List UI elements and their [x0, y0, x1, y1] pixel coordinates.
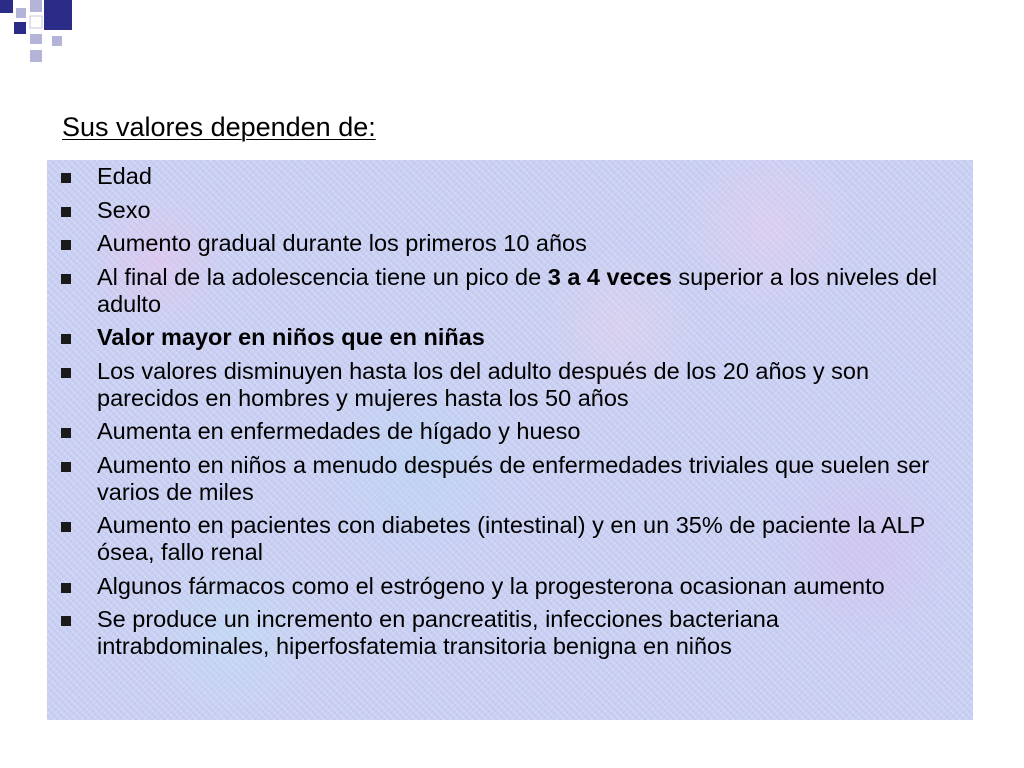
- square-bullet-icon: [61, 616, 71, 626]
- bullet-item: [47, 358, 955, 412]
- bullet-text: Al final de la adolescencia tiene un pico de: [97, 263, 548, 290]
- bullet-item: [47, 264, 955, 318]
- bullet-text: superior a los niveles del adulto: [97, 263, 938, 317]
- square-bullet-icon: [61, 368, 71, 378]
- bullet-text: Aumento gradual durante los primeros 10 años: [97, 230, 587, 256]
- square-bullet-icon: [61, 207, 71, 217]
- bullet-text: Aumento en pacientes con diabetes (intestinal) y en un 35% de paciente la ALP ósea, fallo renal: [97, 512, 925, 565]
- corner-squares-decoration: [0, 0, 80, 64]
- bullet-text: Los valores disminuyen hasta los del adulto después de los 20 años y son parecidos en hombres y mujeres hasta los 50 años: [97, 357, 870, 411]
- bullet-item: [47, 512, 955, 566]
- square-bullet-icon: [61, 334, 71, 344]
- bullet-item: [47, 418, 955, 445]
- bullet-item: [47, 324, 955, 351]
- content-box: [47, 160, 973, 720]
- bullet-bold-text: Valor mayor en niños que en niñas: [97, 324, 485, 350]
- bullet-text: Algunos fármacos como el estrógeno y la progesterona ocasionan aumento: [97, 572, 885, 599]
- bullet-list: [47, 160, 973, 660]
- square-bullet-icon: [61, 240, 71, 250]
- bullet-item: [47, 230, 955, 257]
- bullet-text: Se produce un incremento en pancreatitis, infecciones bacteriana intrabdominales, hiperfosfatemia transitoria benigna en niños: [97, 606, 779, 659]
- bullet-text: Edad: [97, 163, 152, 189]
- bullet-item: [47, 606, 955, 660]
- square-bullet-icon: [61, 274, 71, 284]
- square-bullet-icon: [61, 583, 71, 593]
- square-bullet-icon: [61, 462, 71, 472]
- bullet-item: [47, 573, 955, 600]
- bullet-item: [47, 163, 955, 190]
- slide-title: Sus valores dependen de:: [62, 112, 376, 142]
- bullet-item: [47, 452, 955, 506]
- square-bullet-icon: [61, 173, 71, 183]
- square-bullet-icon: [61, 522, 71, 532]
- bullet-bold-text: 3 a 4 veces: [547, 263, 672, 290]
- square-bullet-icon: [61, 428, 71, 438]
- bullet-item: [47, 197, 955, 224]
- bullet-text: Aumento en niños a menudo después de enfermedades triviales que suelen ser varios de miles: [97, 451, 930, 505]
- bullet-text: Sexo: [97, 196, 151, 223]
- bullet-text: Aumenta en enfermedades de hígado y hueso: [97, 418, 581, 444]
